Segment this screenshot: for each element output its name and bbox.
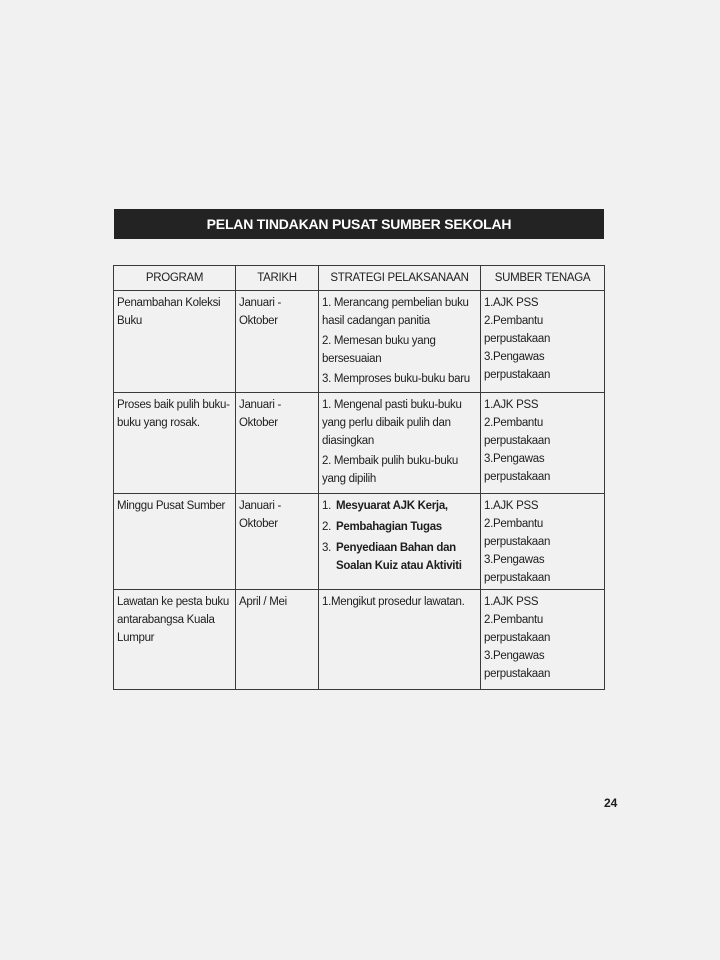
strategi-item: 1. Mengenal pasti buku-buku yang perlu dibaik pulih dan diasingkan [322,399,462,447]
strategi-text: Mesyuarat AJK Kerja, [336,500,448,512]
cell-sumber [481,590,605,690]
strategi-number: 3. [322,542,331,554]
strategi-text: Penyediaan Bahan dan Soalan Kuiz atau Aktiviti [336,542,462,572]
header-sumber: SUMBER TENAGA [481,266,605,291]
sumber-item: 2.Pembantu perpustakaan [484,518,551,548]
strategi-text: Pembahagian Tugas [336,521,442,533]
cell-sumber [481,291,605,393]
cell-tarikh: Januari - Oktober [236,494,319,590]
strategi-item: 3. Memproses buku-buku baru [322,373,470,385]
header-program: PROGRAM [114,266,236,291]
document-title: PELAN TINDAKAN PUSAT SUMBER SEKOLAH [114,209,604,239]
table-row [114,393,605,494]
cell-strategi [319,291,481,393]
sumber-item: 2.Pembantu perpustakaan [484,614,551,644]
strategi-number: 1. [322,500,331,512]
cell-program: Penambahan Koleksi Buku [114,291,236,393]
cell-program: Lawatan ke pesta buku antarabangsa Kuala Lumpur [114,590,236,690]
strategi-number: 2. [322,521,331,533]
table-row [114,494,605,590]
cell-strategi [319,393,481,494]
sumber-item: 3.Pengawas perpustakaan [484,453,551,483]
cell-sumber [481,393,605,494]
cell-strategi [319,590,481,690]
sumber-item: 2.Pembantu perpustakaan [484,315,551,345]
cell-tarikh: Januari - Oktober [236,291,319,393]
table-row [114,291,605,393]
sumber-item: 1.AJK PSS [484,596,539,608]
sumber-item: 3.Pengawas perpustakaan [484,554,551,584]
sumber-item: 1.AJK PSS [484,500,539,512]
strategi-item: 2. Membaik pulih buku-buku yang dipilih [322,455,459,485]
strategi-item: 1. Merancang pembelian buku hasil cadangan panitia [322,297,469,327]
table-header-row [114,266,605,291]
table-row [114,590,605,690]
action-plan-table [113,265,605,690]
strategi-item [322,518,477,536]
cell-program: Minggu Pusat Sumber [114,494,236,590]
strategi-item [322,539,477,575]
sumber-item: 3.Pengawas perpustakaan [484,650,551,680]
cell-program: Proses baik pulih buku-buku yang rosak. [114,393,236,494]
cell-strategi [319,494,481,590]
sumber-item: 2.Pembantu perpustakaan [484,417,551,447]
strategi-item: 2. Memesan buku yang bersesuaian [322,335,436,365]
cell-tarikh: Januari - Oktober [236,393,319,494]
strategi-item: 1.Mengikut prosedur lawatan. [322,596,465,608]
sumber-item: 1.AJK PSS [484,399,539,411]
header-tarikh: TARIKH [236,266,319,291]
page-number: 24 [604,796,618,810]
sumber-item: 1.AJK PSS [484,297,539,309]
cell-sumber [481,494,605,590]
sumber-item: 3.Pengawas perpustakaan [484,351,551,381]
header-strategi: STRATEGI PELAKSANAAN [319,266,481,291]
strategi-item [322,497,477,515]
cell-tarikh: April / Mei [236,590,319,690]
